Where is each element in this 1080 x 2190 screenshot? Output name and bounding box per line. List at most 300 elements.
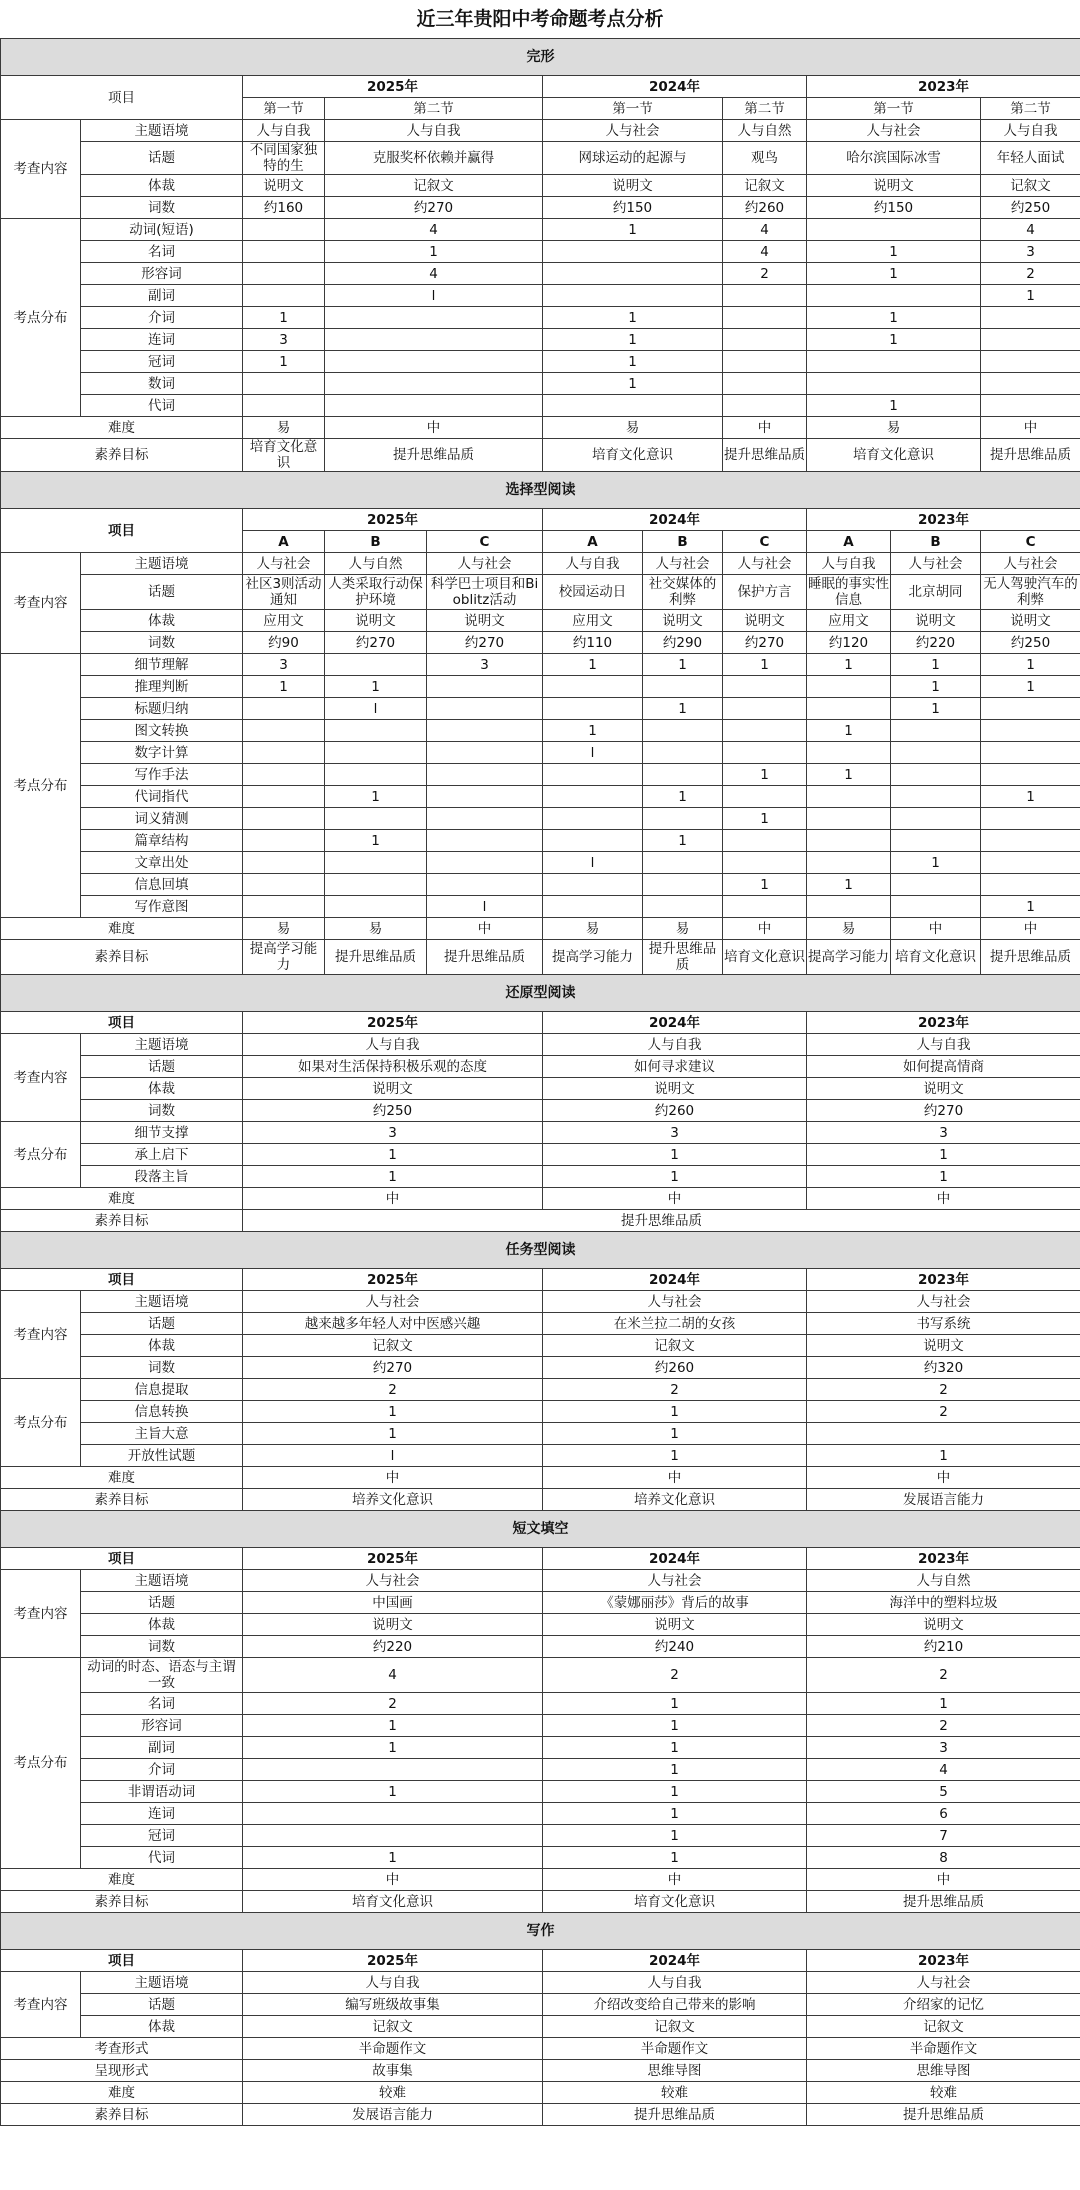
table-cell: 应用文 <box>243 610 325 632</box>
table-cell: 说明文 <box>723 610 807 632</box>
table-cell: 观鸟 <box>723 142 807 175</box>
table-cell: 说明文 <box>325 610 427 632</box>
table-cell: 发展语言能力 <box>243 2104 543 2126</box>
table-cell <box>543 786 643 808</box>
row-label: 主旨大意 <box>81 1423 243 1445</box>
table-cell: 4 <box>325 219 543 241</box>
table-cell <box>981 874 1080 896</box>
table-cell: 睡眠的事实性信息 <box>808 576 889 608</box>
table-cell <box>543 698 643 720</box>
table-cell: 1 <box>807 395 981 417</box>
table-cell: 人与自我 <box>243 120 325 142</box>
table-cell: 3 <box>243 654 325 676</box>
table-cell <box>243 1803 543 1825</box>
table-cell <box>325 373 543 395</box>
table-cell <box>723 742 807 764</box>
table-cell: 记叙文 <box>543 2016 807 2038</box>
item-header: 项目 <box>1 1012 243 1034</box>
table-cell <box>807 852 891 874</box>
table-cell: 培养文化意识 <box>243 1489 543 1511</box>
table-row <box>1 918 1080 940</box>
row-label: 信息提取 <box>81 1379 243 1401</box>
table-row <box>1 1489 1080 1511</box>
table-cell: 1 <box>807 307 981 329</box>
group-label: 考查内容 <box>1 1034 81 1122</box>
table-cell: 1 <box>325 830 427 852</box>
row-label: 话题 <box>81 1056 243 1078</box>
table-cell <box>243 742 325 764</box>
table-row <box>1 1210 1080 1232</box>
table-cell <box>543 808 643 830</box>
table-row <box>1 2082 1080 2104</box>
row-label: 冠词 <box>81 1825 243 1847</box>
table-row <box>1 852 1080 874</box>
table-cell <box>643 808 723 830</box>
table-cell: 1 <box>543 1825 807 1847</box>
table-cell: 1 <box>243 351 325 373</box>
table-cell: 4 <box>981 219 1080 241</box>
row-label: 形容词 <box>81 1715 243 1737</box>
table-row <box>1 808 1080 830</box>
row-label: 难度 <box>1 1188 243 1210</box>
table-cell <box>723 307 807 329</box>
table-cell <box>325 654 427 676</box>
table-cell <box>325 307 543 329</box>
table-cell <box>543 395 723 417</box>
year-header: 2025年 <box>243 1012 543 1034</box>
table-row <box>1 1335 1080 1357</box>
table-cell: 不同国家独特的生 <box>243 142 325 175</box>
table-cell: 5 <box>807 1781 1080 1803</box>
part-header: C <box>981 531 1080 553</box>
table-cell: 1 <box>807 263 981 285</box>
table-cell <box>891 896 981 918</box>
table-row <box>1 553 1080 575</box>
table-cell: 北京胡同 <box>891 575 981 610</box>
item-header: 项目 <box>1 1269 243 1291</box>
page-title: 近三年贵阳中考命题考点分析 <box>416 8 664 30</box>
table-cell: 社区3则活动通知 <box>243 575 325 610</box>
table-cell: 1 <box>543 307 723 329</box>
row-label: 动词的时态、语态与主谓一致 <box>81 1658 243 1693</box>
table-cell <box>243 1825 543 1847</box>
group-label: 考查内容 <box>1 553 81 654</box>
table-cell: 约120 <box>807 632 891 654</box>
table-cell: 记叙文 <box>723 175 807 197</box>
table-cell <box>243 373 325 395</box>
table-cell: 培育文化意识 <box>543 439 723 472</box>
table-cell <box>243 219 325 241</box>
table-row <box>1 2060 1080 2082</box>
table-cell: 4 <box>723 241 807 263</box>
table-cell <box>981 307 1080 329</box>
table-cell: 1 <box>891 676 981 698</box>
table-cell: 说明文 <box>807 1078 1080 1100</box>
table-cell: 说明文 <box>243 1614 543 1636</box>
year-header: 2023年 <box>807 509 1080 531</box>
table-cell <box>723 676 807 698</box>
table-row <box>1 1188 1080 1210</box>
table-row <box>1 1078 1080 1100</box>
table-row <box>1 1825 1080 1847</box>
table-cell: 约250 <box>243 1100 543 1122</box>
group-label: 考查内容 <box>1 1570 81 1658</box>
row-label: 主题语境 <box>81 1034 243 1056</box>
item-header: 项目 <box>1 1548 243 1570</box>
table-cell: 中 <box>543 1869 807 1891</box>
table-cell: 记叙文 <box>325 175 543 197</box>
table-cell <box>325 395 543 417</box>
section-title: 还原型阅读 <box>1 975 1080 1012</box>
row-label: 词数 <box>81 197 243 219</box>
table-cell: 网球运动的起源与 <box>543 142 723 175</box>
part-header: B <box>325 531 427 553</box>
table-row <box>1 1636 1080 1658</box>
row-label: 段落主旨 <box>81 1166 243 1188</box>
table-row <box>1 509 1080 531</box>
table-row <box>1 1781 1080 1803</box>
row-label: 信息转换 <box>81 1401 243 1423</box>
table-row <box>1 720 1080 742</box>
table-cell: 记叙文 <box>543 1335 807 1357</box>
table-cell: 海洋中的塑料垃圾 <box>807 1592 1080 1614</box>
table-cell <box>643 896 723 918</box>
table-cell: 如何寻求建议 <box>543 1056 807 1078</box>
table-cell: 1 <box>543 1847 807 1869</box>
table-cell: 人类采取行动保护环境 <box>325 575 427 610</box>
table-row <box>1 1658 1080 1693</box>
table-cell: 培育文化意识 <box>243 439 325 472</box>
table-cell: 约250 <box>981 632 1080 654</box>
table-row <box>1 2038 1080 2060</box>
table-row <box>1 1869 1080 1891</box>
table-cell: 人与社会 <box>981 553 1080 575</box>
table-cell: 易 <box>543 918 643 940</box>
table-cell <box>891 874 981 896</box>
section-title: 写作 <box>1 1913 1080 1950</box>
table-row <box>1 219 1080 241</box>
part-header: B <box>891 531 981 553</box>
row-label: 主题语境 <box>81 1570 243 1592</box>
section-title: 任务型阅读 <box>1 1232 1080 1269</box>
table-row <box>1 1759 1080 1781</box>
table-cell <box>325 808 427 830</box>
table-cell: 2 <box>543 1379 807 1401</box>
table-cell <box>807 373 981 395</box>
table-cell <box>243 395 325 417</box>
table-row <box>1 1445 1080 1467</box>
table-cell: 培育文化意识 <box>723 940 807 975</box>
table-cell: 人与自我 <box>981 120 1080 142</box>
table-cell: 人与自我 <box>807 1034 1080 1056</box>
table-cell <box>807 351 981 373</box>
table-cell: 1 <box>243 676 325 698</box>
table-cell: 3 <box>807 1122 1080 1144</box>
table-cell <box>427 742 543 764</box>
analysis-table <box>0 38 1080 2126</box>
part-header: C <box>427 531 543 553</box>
table-cell: 校园运动日 <box>543 575 643 610</box>
table-cell: 说明文 <box>543 1614 807 1636</box>
year-header: 2024年 <box>543 1548 807 1570</box>
table-cell: 1 <box>325 241 543 263</box>
row-label: 体裁 <box>81 1335 243 1357</box>
table-cell <box>891 808 981 830</box>
table-cell: 中 <box>723 417 807 439</box>
table-cell: 1 <box>543 1423 807 1445</box>
table-cell <box>325 874 427 896</box>
table-cell: 保护方言 <box>723 575 807 610</box>
table-row <box>1 1803 1080 1825</box>
table-cell: 2 <box>723 263 807 285</box>
table-cell: 约160 <box>243 197 325 219</box>
part-header: 第一节 <box>543 98 723 120</box>
table-cell <box>543 764 643 786</box>
table-row <box>1 197 1080 219</box>
table-cell: 提升思维品质 <box>243 1210 1080 1232</box>
table-cell <box>427 676 543 698</box>
table-cell: 提升思维品质 <box>723 439 807 472</box>
table-cell <box>325 351 543 373</box>
table-cell: 1 <box>543 1401 807 1423</box>
table-cell: 约220 <box>891 632 981 654</box>
table-cell <box>643 676 723 698</box>
group-label: 考点分布 <box>1 219 81 417</box>
table-cell: 中 <box>325 417 543 439</box>
table-cell: 易 <box>243 417 325 439</box>
table-cell: 记叙文 <box>981 175 1080 197</box>
table-cell <box>543 874 643 896</box>
table-cell: 说明文 <box>807 1614 1080 1636</box>
table-row <box>1 1357 1080 1379</box>
table-cell <box>325 742 427 764</box>
table-cell: 1 <box>807 1166 1080 1188</box>
table-cell: 中 <box>807 1869 1080 1891</box>
row-label: 名词 <box>81 1693 243 1715</box>
table-row <box>1 764 1080 786</box>
table-cell: 2 <box>807 1379 1080 1401</box>
table-row <box>1 1291 1080 1313</box>
row-label: 素养目标 <box>1 439 243 472</box>
table-cell: 约240 <box>543 1636 807 1658</box>
table-row <box>1 285 1080 307</box>
table-cell: 1 <box>243 307 325 329</box>
table-cell <box>427 808 543 830</box>
table-cell <box>981 720 1080 742</box>
table-cell: 1 <box>243 1715 543 1737</box>
table-row <box>1 575 1080 610</box>
group-label: 考查内容 <box>1 1972 81 2038</box>
table-cell: 约150 <box>543 197 723 219</box>
row-label: 冠词 <box>81 351 243 373</box>
row-label: 体裁 <box>81 1614 243 1636</box>
table-row <box>1 351 1080 373</box>
table-cell <box>723 373 807 395</box>
part-header: 第一节 <box>807 98 981 120</box>
table-cell: 1 <box>243 1401 543 1423</box>
table-cell: 哈尔滨国际冰雪 <box>807 142 981 175</box>
table-cell <box>243 808 325 830</box>
table-cell <box>723 698 807 720</box>
table-cell: 1 <box>243 1781 543 1803</box>
table-cell: 人与社会 <box>543 120 723 142</box>
table-cell <box>981 698 1080 720</box>
row-label: 承上启下 <box>81 1144 243 1166</box>
table-cell <box>643 764 723 786</box>
table-cell: 约320 <box>807 1357 1080 1379</box>
table-cell <box>243 764 325 786</box>
table-cell: 易 <box>325 918 427 940</box>
table-row <box>1 1100 1080 1122</box>
table-cell <box>807 285 981 307</box>
row-label: 素养目标 <box>1 1489 243 1511</box>
table-row <box>1 417 1080 439</box>
table-cell <box>723 285 807 307</box>
row-label: 代词 <box>81 1847 243 1869</box>
table-cell: 中 <box>243 1467 543 1489</box>
row-label: 素养目标 <box>1 2104 243 2126</box>
table-cell: 人与自我 <box>243 1034 543 1056</box>
table-cell: 1 <box>891 698 981 720</box>
table-row <box>1 1994 1080 2016</box>
row-label: 话题 <box>81 1994 243 2016</box>
row-label: 代词 <box>81 395 243 417</box>
table-cell: 中 <box>543 1467 807 1489</box>
row-label: 主题语境 <box>81 553 243 575</box>
table-cell: 4 <box>243 1658 543 1693</box>
table-row <box>1 874 1080 896</box>
table-cell: 3 <box>543 1122 807 1144</box>
table-cell <box>981 808 1080 830</box>
table-row <box>1 2016 1080 2038</box>
row-label: 考查形式 <box>1 2038 243 2060</box>
table-cell: 说明文 <box>807 175 981 197</box>
table-cell <box>543 830 643 852</box>
table-row <box>1 1548 1080 1570</box>
part-header: A <box>243 531 325 553</box>
row-label: 主题语境 <box>81 1972 243 1994</box>
table-cell: l <box>243 1445 543 1467</box>
item-header: 项目 <box>1 76 243 120</box>
table-cell: 1 <box>543 1781 807 1803</box>
table-cell: 约260 <box>723 197 807 219</box>
table-cell: 中 <box>807 1188 1080 1210</box>
table-cell: 人与社会 <box>243 1570 543 1592</box>
table-cell: 提升思维品质 <box>807 1891 1080 1913</box>
table-row <box>1 1122 1080 1144</box>
table-cell: l <box>543 742 643 764</box>
table-cell: 2 <box>807 1715 1080 1737</box>
table-cell <box>543 896 643 918</box>
table-row <box>1 373 1080 395</box>
table-cell: 1 <box>643 830 723 852</box>
table-cell: l <box>427 896 543 918</box>
table-cell: 1 <box>543 654 643 676</box>
year-header: 2023年 <box>807 76 1080 98</box>
table-cell: 1 <box>807 764 891 786</box>
row-label: 数词 <box>81 373 243 395</box>
year-header: 2025年 <box>243 76 543 98</box>
table-cell: 说明文 <box>643 610 723 632</box>
table-cell <box>723 852 807 874</box>
table-cell: 1 <box>543 1737 807 1759</box>
table-cell: 书写系统 <box>807 1313 1080 1335</box>
row-label: 非谓语动词 <box>81 1781 243 1803</box>
table-cell: 提高学习能力 <box>543 940 643 975</box>
part-header: 第二节 <box>981 98 1080 120</box>
table-cell: 3 <box>243 1122 543 1144</box>
row-label: 信息回填 <box>81 874 243 896</box>
group-label: 考点分布 <box>1 654 81 918</box>
table-cell: 易 <box>243 918 325 940</box>
table-cell: 编写班级故事集 <box>243 1994 543 2016</box>
table-cell: 1 <box>643 698 723 720</box>
table-cell: 1 <box>981 896 1080 918</box>
row-label: 话题 <box>81 575 243 610</box>
table-cell: 1 <box>643 786 723 808</box>
table-cell: 培养文化意识 <box>543 1489 807 1511</box>
table-row <box>1 263 1080 285</box>
table-cell: 克服奖杯依赖并赢得 <box>325 142 543 175</box>
row-label: 主题语境 <box>81 120 243 142</box>
table-cell: 2 <box>981 263 1080 285</box>
table-cell: 1 <box>807 241 981 263</box>
table-cell <box>243 874 325 896</box>
row-label: 开放性试题 <box>81 1445 243 1467</box>
table-cell: 1 <box>543 1803 807 1825</box>
table-row <box>1 1570 1080 1592</box>
table-cell <box>243 720 325 742</box>
table-cell: 中 <box>723 918 807 940</box>
row-label: 体裁 <box>81 2016 243 2038</box>
year-header: 2023年 <box>807 1012 1080 1034</box>
table-cell: 1 <box>723 808 807 830</box>
table-cell: 1 <box>243 1847 543 1869</box>
row-label: 副词 <box>81 285 243 307</box>
part-header: B <box>643 531 723 553</box>
table-cell: 故事集 <box>243 2060 543 2082</box>
table-cell: 人与社会 <box>723 553 807 575</box>
row-label: 副词 <box>81 1737 243 1759</box>
row-label: 词数 <box>81 632 243 654</box>
table-cell: 社交媒体的利弊 <box>643 575 723 610</box>
table-cell: 2 <box>243 1693 543 1715</box>
table-cell: 1 <box>891 654 981 676</box>
table-cell <box>643 852 723 874</box>
table-cell: 提升思维品质 <box>427 940 543 975</box>
section-title: 短文填空 <box>1 1511 1080 1548</box>
table-cell <box>243 896 325 918</box>
table-cell <box>427 720 543 742</box>
table-cell: 培育文化意识 <box>891 940 981 975</box>
table-cell: 2 <box>807 1401 1080 1423</box>
table-row <box>1 1715 1080 1737</box>
table-cell: 1 <box>243 1144 543 1166</box>
year-header: 2025年 <box>243 509 543 531</box>
part-header: A <box>807 531 891 553</box>
table-row <box>1 1693 1080 1715</box>
table-cell: 1 <box>543 1445 807 1467</box>
table-row <box>1 896 1080 918</box>
table-cell: 4 <box>325 263 543 285</box>
table-cell: 半命题作文 <box>243 2038 543 2060</box>
table-cell <box>427 830 543 852</box>
table-cell: 思维导图 <box>807 2060 1080 2082</box>
table-cell: 人与社会 <box>643 553 723 575</box>
table-cell: 1 <box>981 676 1080 698</box>
row-label: 词数 <box>81 1357 243 1379</box>
table-cell: 约90 <box>243 632 325 654</box>
